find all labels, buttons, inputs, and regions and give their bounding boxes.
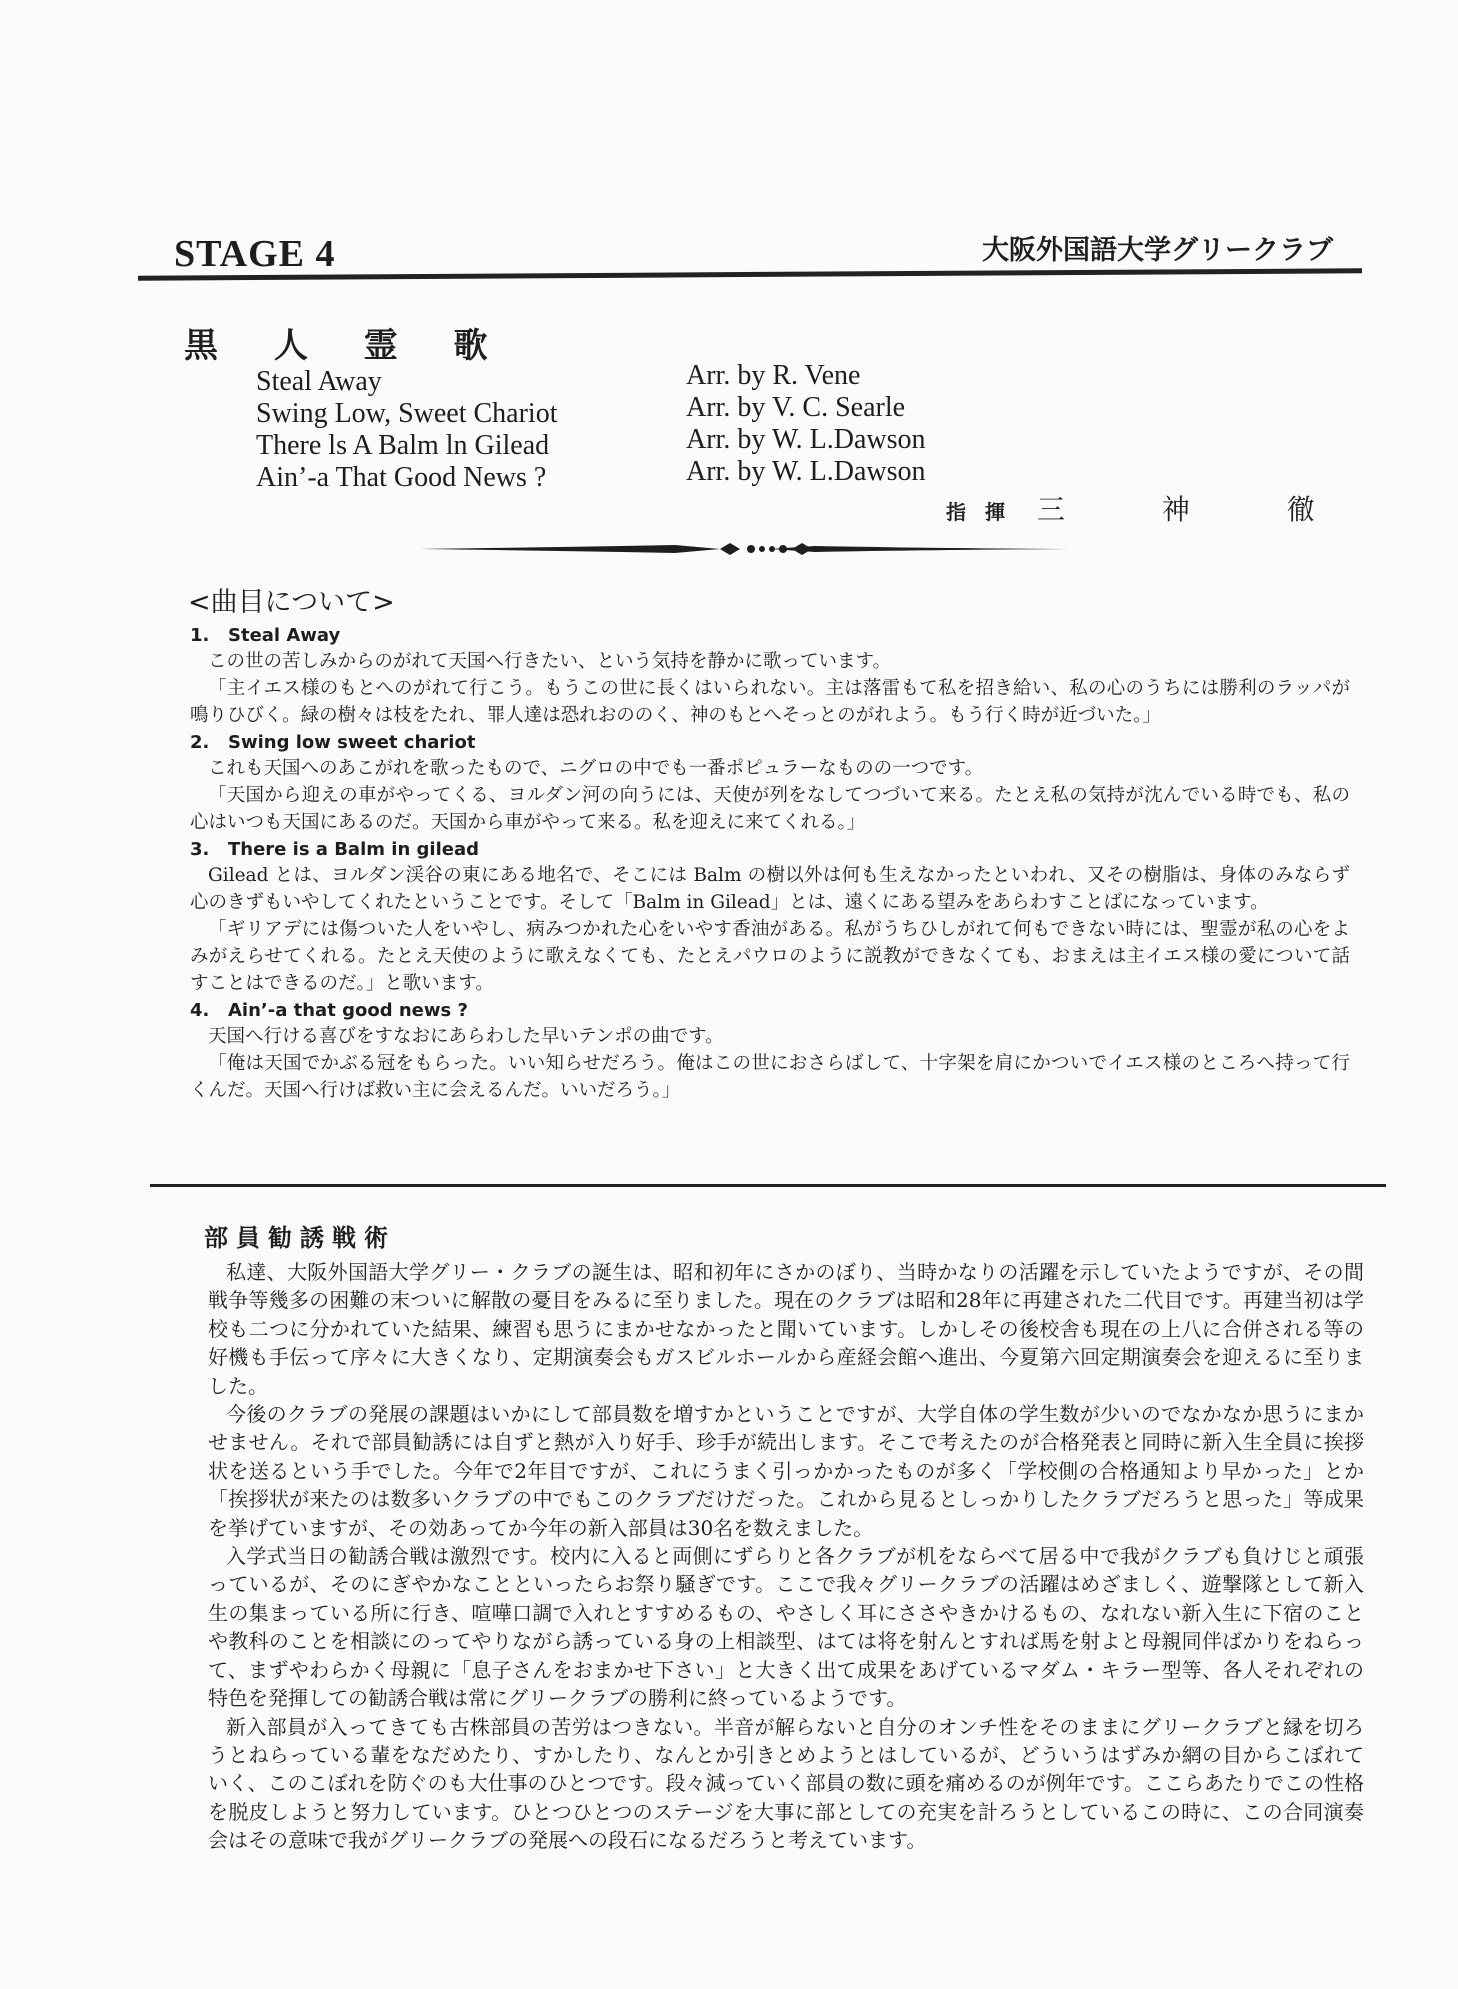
song-note-name: Ain’-a that good news ?	[228, 1000, 468, 1021]
recruit-paragraph: 新入部員が入ってきても古株部員の苦労はつきない。半音が解らないと自分のオンチ性をそのままにグリークラブと縁を切ろうとねらっている輩をなだめたり、すかしたり、なんとか引きとめようとはしているが、どういうはずみか網の目からこぼれていく、このこぼれを防ぐのも大仕事のひとつです。段々減っていく部員の数に頭を痛めるのが例年です。ここらあたりでこの性格を脱皮しようと努力しています。ひとつひとつのステージを大事に部としての充実を計ろうとしているこの時に、この合同演奏会はその意味で我がグリークラブの発展への段石になるだろうと考えています。	[208, 1714, 1364, 1853]
song-arranger: Arr. by R. Vene	[686, 360, 861, 391]
recruit-heading: 部員勧誘戦術	[204, 1224, 396, 1252]
song-note	[190, 999, 1350, 1104]
section-heading: <曲目について>	[188, 587, 395, 618]
song-arranger: Arr. by W. L.Dawson	[686, 456, 926, 487]
conductor-label: 指 揮	[946, 500, 1011, 524]
song-note-title	[190, 731, 1350, 755]
ornament-divider	[420, 536, 1070, 562]
stage-title: STAGE 4	[174, 233, 336, 275]
song-note-title	[190, 999, 1350, 1023]
club-name: 大阪外国語大学グリークラブ	[982, 235, 1333, 266]
song-note-number: 1.	[190, 625, 210, 646]
recruit-paragraph: 私達、大阪外国語大学グリー・クラブの誕生は、昭和初年にさかのぼり、当時かなりの活躍を示していたようですが、その間戦争等幾多の困難の末ついに解散の憂目をみるに至りました。現在のクラブは昭和28年に再建された二代目です。再建当初は学校も二つに分かれていた結果、練習も思うにまかせなかったと聞いています。しかしその後校舎も現在の上八に合併される等の好機も手伝って序々に大きくなり、定期演奏会もガスビルホールから産経会館へ進出、今夏第六回定期演奏会を迎えるに至りました。	[208, 1260, 1364, 1398]
song-note-text: 「ギリアデには傷ついた人をいやし、病みつかれた心をいやす香油がある。私がうちひしがれて何もできない時には、聖霊が私の心をよみがえらせてくれる。たとえ天使のように歌えなくても、たとえパウロのように説教ができなくても、おまえは主イエス様の愛について話すことはできるのだ。」と歌います。	[190, 919, 1350, 994]
song-note-number: 4.	[190, 1000, 210, 1021]
song-note-title	[190, 838, 1350, 862]
song-note-text: 「天国から迎えの車がやってくる、ヨルダン河の向うには、天使が列をなしてつづいて来る。たとえ私の気持が沈んでいる時でも、私の心はいつも天国にあるのだ。天国から車がやって来る。私を迎えに来てくれる。」	[190, 785, 1350, 833]
song-list	[256, 366, 558, 494]
song-notes	[190, 622, 1350, 1104]
song-note-text: 「主イエス様のもとへのがれて行こう。もうこの世に長くはいられない。主は落雷もて私を招き給い、私の心のうちには勝利のラッパが鳴りひびく。緑の樹々は枝をたれ、罪人達は恐れおののく、神のもとへそっとのがれよう。もう行く時が近づいた。」	[190, 678, 1350, 726]
recruit-paragraph: 入学式当日の勧誘合戦は激烈です。校内に入ると両側にずらりと各クラブが机をならべて居る中で我がクラブも負けじと頑張っているが、そのにぎやかなことといったらお祭り騒ぎです。ここで我々グリークラブの活躍はめざましく、遊撃隊として新入生の集まっている所に行き、喧嘩口調で入れとすすめるもの、やさしく耳にささやきかけるもの、なれない新入生に下宿のことや教科のことを相談にのってやりながら誘っている身の上相談型、はては将を射んとすれば馬を射よと母親同伴ばかりをねらって、まずやわらかく母親に「息子さんをおまかせ下さい」と大きく出て成果をあげているマダム・キラー型等、各人それぞれの特色を発揮しての勧誘合戦は常にグリークラブの勝利に終っているようです。	[208, 1544, 1364, 1711]
song-title: There ls A Balm ln Gilead	[256, 430, 550, 461]
genre-title: 黒 人 霊 歌	[184, 326, 510, 366]
song-title: Swing Low, Sweet Chariot	[256, 398, 558, 429]
conductor-name: 三 神 徹	[1036, 493, 1359, 526]
song-note-text: この世の苦しみからのがれて天国へ行きたい、という気持を静かに歌っています。	[208, 651, 892, 672]
conductor-credit	[946, 488, 1359, 528]
section-rule	[150, 1184, 1386, 1187]
song-note-text: Gilead とは、ヨルダン渓谷の東にある地名で、そこには Balm の樹以外は何も生えなかったといわれ、又その樹脂は、身体のみならず心のきずもいやしてくれたということです。そして「Balm in Gilead」とは、遠くにある望みをあらわすことばになっています。	[190, 865, 1350, 913]
song-note-name: Swing low sweet chariot	[228, 732, 476, 753]
song-note-text: これも天国へのあこがれを歌ったもので、ニグロの中でも一番ポピュラーなものの一つです。	[208, 758, 984, 779]
song-note-number: 2.	[190, 732, 210, 753]
song-arranger: Arr. by W. L.Dawson	[686, 424, 926, 455]
song-note-name: There is a Balm in gilead	[228, 839, 479, 860]
song-title: Ain’-a That Good News ?	[256, 462, 547, 493]
song-note-number: 3.	[190, 839, 210, 860]
song-note-text: 「俺は天国でかぶる冠をもらった。いい知らせだろう。俺はこの世におさらばして、十字架を肩にかついでイエス様のところへ持って行くんだ。天国へ行けば救い主に会えるんだ。いいだろう。」	[190, 1053, 1350, 1101]
song-note	[190, 838, 1350, 997]
song-note	[190, 731, 1350, 836]
song-arranger: Arr. by V. C. Searle	[686, 392, 906, 423]
recruit-article	[208, 1258, 1364, 1855]
song-note-title	[190, 624, 1350, 648]
song-note-text: 天国へ行ける喜びをすなおにあらわした早いテンポの曲です。	[208, 1026, 724, 1047]
recruit-paragraph: 今後のクラブの発展の課題はいかにして部員数を増すかということですが、大学自体の学生数が少いのでなかなか思うにまかせません。それで部員勧誘には自ずと熱が入り好手、珍手が続出します。そこで考えたのが合格発表と同時に新入生全員に挨拶状を送るという手でした。今年で2年目ですが、これにうまく引っかかったものが多く「学校側の合格通知より早かった」とか「挨拶状が来たのは数多いクラブの中でもこのクラブだけだった。これから見るとしっかりしたクラブだろうと思った」等成果を挙げていますが、その効あってか今年の新入部員は30名を数えました。	[208, 1402, 1364, 1540]
song-note	[190, 624, 1350, 729]
song-title: Steal Away	[256, 366, 382, 397]
song-note-name: Steal Away	[228, 625, 341, 646]
arranger-list	[686, 360, 926, 488]
